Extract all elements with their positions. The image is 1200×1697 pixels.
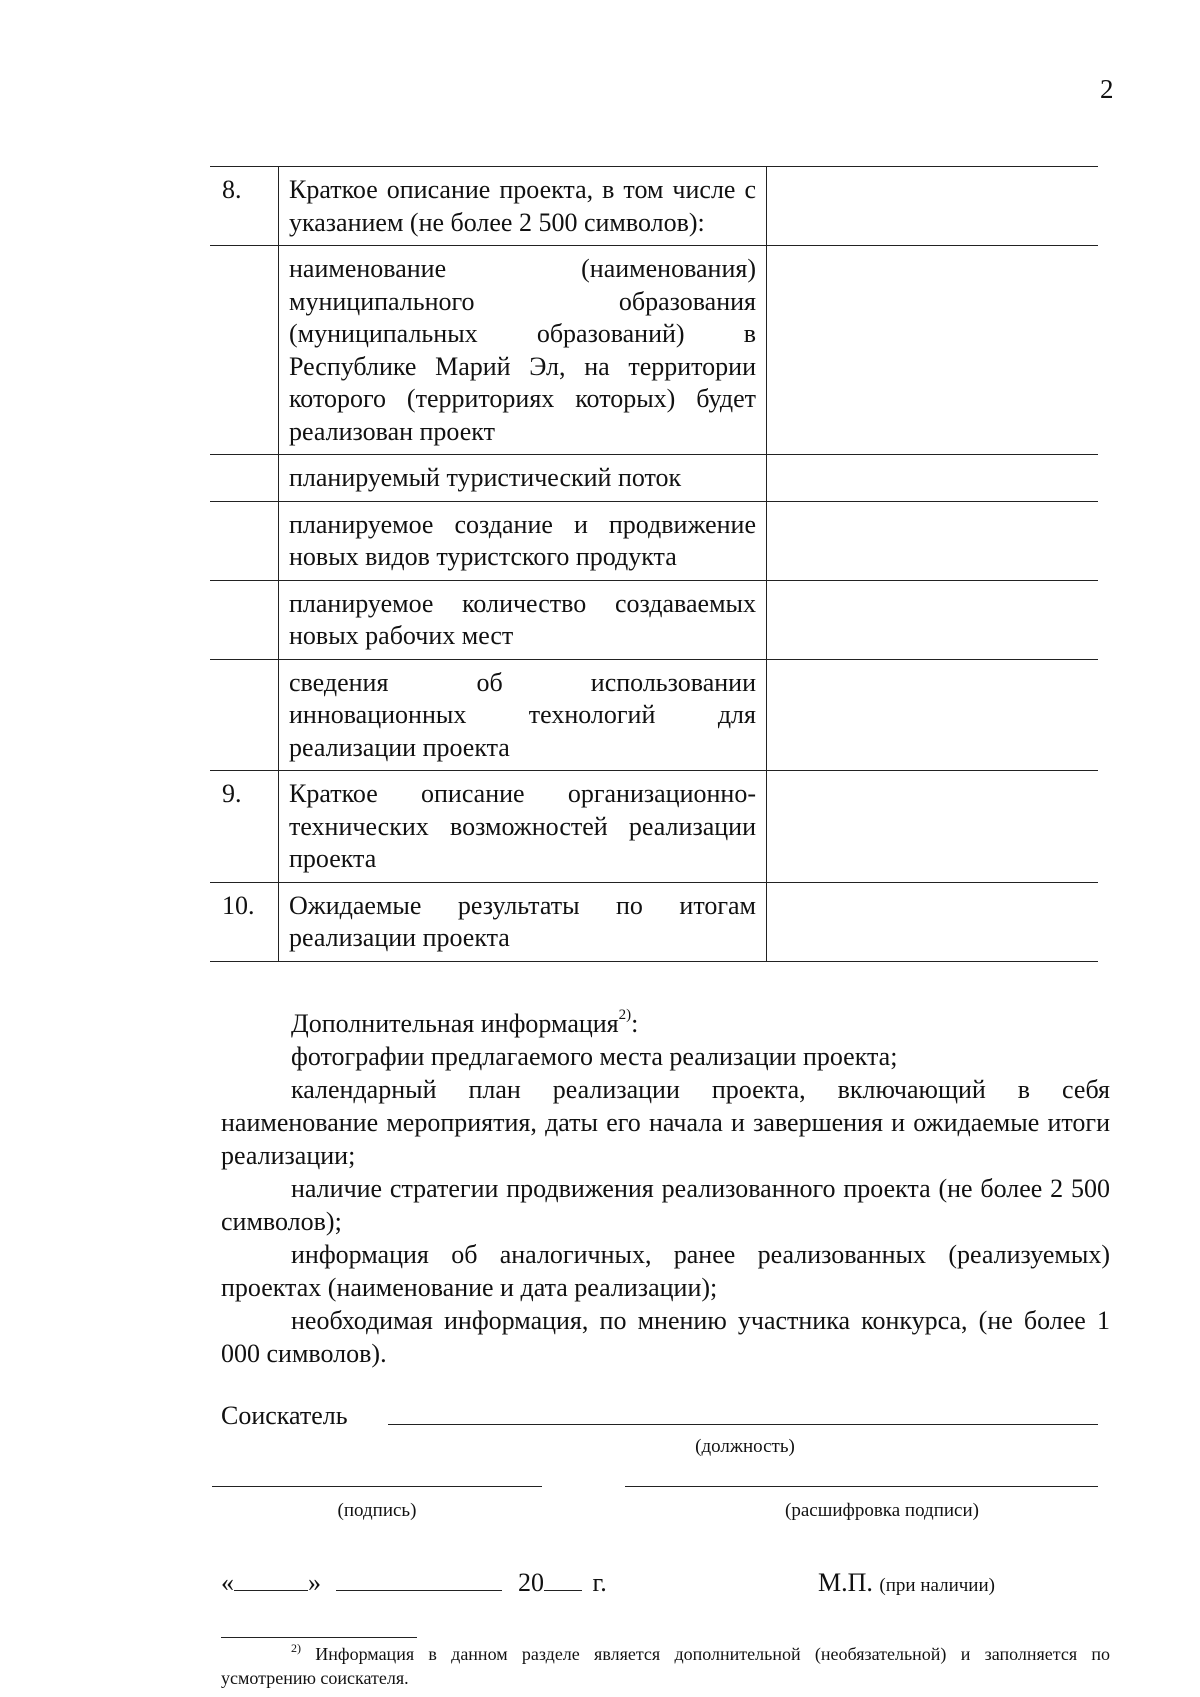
stamp-label: М.П. bbox=[818, 1568, 873, 1597]
row-number bbox=[210, 455, 279, 502]
row-value-cell[interactable] bbox=[767, 659, 1099, 771]
row-value-cell[interactable] bbox=[767, 167, 1099, 246]
row-value-cell[interactable] bbox=[767, 455, 1099, 502]
stamp-note: (при наличии) bbox=[879, 1575, 995, 1596]
decoding-line bbox=[625, 1486, 1098, 1487]
additional-item: фотографии предлагаемого места реализации проекта; bbox=[291, 1042, 898, 1071]
year-suffix: г. bbox=[592, 1568, 607, 1597]
row-number bbox=[210, 246, 279, 455]
row-value-cell[interactable] bbox=[767, 882, 1099, 961]
row-description: планируемое создание и продвижение новых видов туристского продукта bbox=[279, 501, 767, 580]
row-value-cell[interactable] bbox=[767, 580, 1099, 659]
signature-caption: (подпись) bbox=[337, 1500, 417, 1521]
table-row bbox=[210, 882, 1098, 961]
additional-information-title: Дополнительная информация$^{2)}$: bbox=[291, 1007, 639, 1038]
additional-item: информация об аналогичных, ранее реализованных (реализуемых) проектах (наименование и дата реализации); bbox=[221, 1240, 1110, 1302]
position-caption: (должность) bbox=[695, 1436, 795, 1457]
additional-item: необходимая информация, по мнению участника конкурса, (не более 1 000 символов). bbox=[221, 1306, 1110, 1368]
row-value-cell[interactable] bbox=[767, 501, 1099, 580]
stamp-place bbox=[818, 1568, 995, 1598]
row-number: 9. bbox=[210, 771, 279, 883]
row-value-cell[interactable] bbox=[767, 246, 1099, 455]
applicant-label: Соискатель bbox=[221, 1401, 348, 1430]
date-open-quote: « bbox=[221, 1568, 234, 1597]
year-blank bbox=[544, 1568, 582, 1591]
table-row bbox=[210, 659, 1098, 771]
year-prefix: 20 bbox=[518, 1568, 544, 1597]
row-number: 8. bbox=[210, 167, 279, 246]
row-description: планируемый туристический поток bbox=[279, 455, 767, 502]
row-value-cell[interactable] bbox=[767, 771, 1099, 883]
date-field bbox=[221, 1568, 607, 1598]
additional-item: календарный план реализации проекта, включающий в себя наименование мероприятия, даты его начала и завершения и ожидаемые итоги реализации; bbox=[221, 1075, 1110, 1170]
table-row bbox=[210, 167, 1098, 246]
row-number: 10. bbox=[210, 882, 279, 961]
row-number bbox=[210, 659, 279, 771]
row-description: сведения об использовании инновационных технологий для реализации проекта bbox=[279, 659, 767, 771]
row-number bbox=[210, 580, 279, 659]
day-blank bbox=[234, 1568, 308, 1591]
row-description: Краткое описание организационно-технических возможностей реализации проекта bbox=[279, 771, 767, 883]
signature-line bbox=[212, 1486, 542, 1487]
row-description: Краткое описание проекта, в том числе с указанием (не более 2 500 символов): bbox=[279, 167, 767, 246]
decoding-caption: (расшифровка подписи) bbox=[785, 1500, 979, 1521]
row-description: наименование (наименования) муниципального образования (муниципальных образований) в Республике Марий Эл, на территории которого (территориях которых) будет реализован проект bbox=[279, 246, 767, 455]
table-row bbox=[210, 501, 1098, 580]
row-description: Ожидаемые результаты по итогам реализации проекта bbox=[279, 882, 767, 961]
additional-information bbox=[221, 1007, 1110, 1370]
footnote-separator bbox=[221, 1637, 417, 1638]
footnote-mark: 2) bbox=[291, 1641, 301, 1655]
table-row bbox=[210, 771, 1098, 883]
table-row bbox=[210, 580, 1098, 659]
application-table bbox=[210, 166, 1098, 962]
footnote bbox=[221, 1642, 1110, 1690]
table-row bbox=[210, 455, 1098, 502]
date-close-quote: » bbox=[308, 1568, 321, 1597]
page-number: 2 bbox=[1100, 74, 1114, 104]
table-row bbox=[210, 246, 1098, 455]
additional-item: наличие стратегии продвижения реализованного проекта (не более 2 500 символов); bbox=[221, 1174, 1110, 1236]
row-number bbox=[210, 501, 279, 580]
footnote-reference: 2) bbox=[618, 1007, 632, 1023]
month-blank bbox=[336, 1568, 502, 1591]
row-description: планируемое количество создаваемых новых рабочих мест bbox=[279, 580, 767, 659]
footnote-text: Информация в данном разделе является дополнительной (необязательной) и заполняется по усмотрению соискателя. bbox=[221, 1644, 1111, 1688]
position-line bbox=[388, 1424, 1098, 1425]
